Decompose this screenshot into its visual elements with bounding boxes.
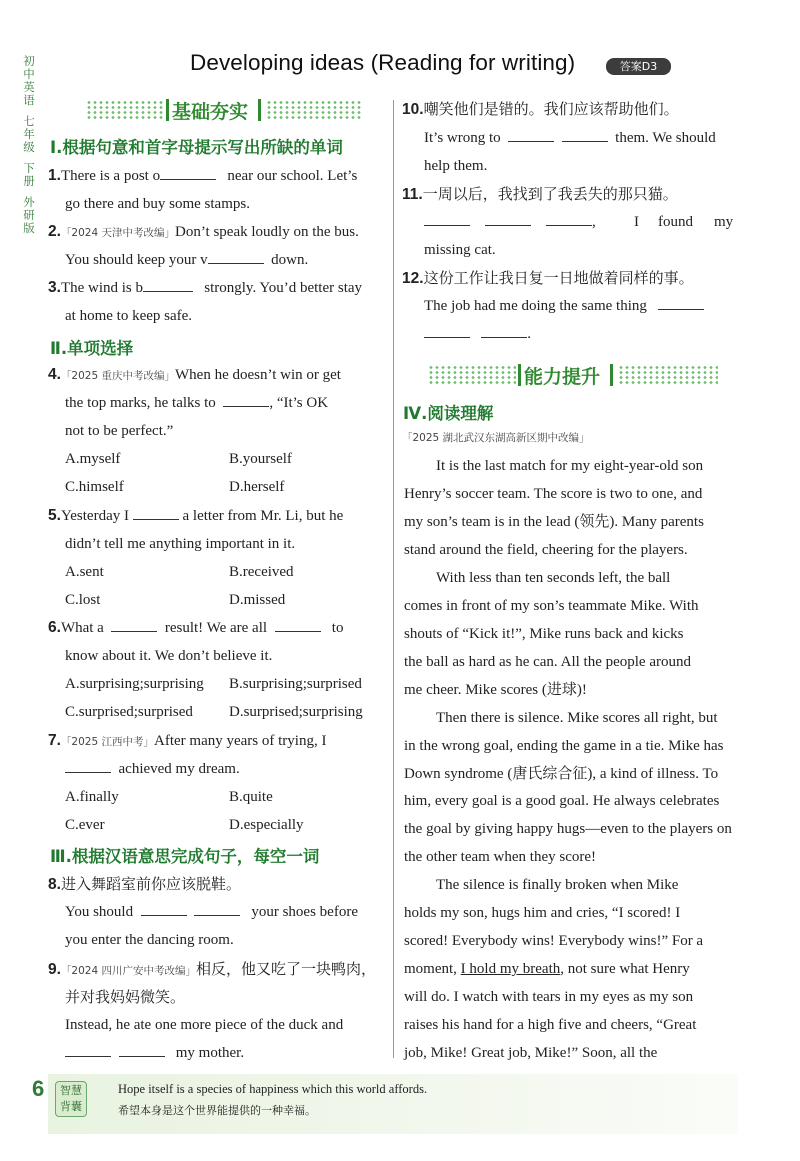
question-12-line-3 [424, 324, 531, 344]
section-heading-3: Ⅲ.根据汉语意思完成句子，每空一词 [50, 847, 320, 866]
question-11 [402, 184, 678, 205]
side-tab-grade: 七年级 [23, 114, 35, 154]
question-source: 「2025 江西中考」 [60, 736, 154, 748]
passage-line: stand around the field, cheering for the players. [404, 542, 688, 558]
passage-text: moment, [404, 961, 457, 977]
question-8-line-2 [65, 902, 358, 922]
question-1 [48, 166, 357, 186]
banner-advanced [404, 362, 738, 388]
option-d[interactable]: D.surprised;surprising [229, 704, 363, 720]
question-5 [48, 506, 343, 526]
question-number: 1. [48, 167, 61, 184]
answer-blank[interactable] [133, 506, 179, 520]
question-9-line-3: Instead, he ate one more piece of the duck and [65, 1017, 344, 1033]
answer-blank[interactable] [275, 618, 321, 632]
question-10-line-3: help them. [424, 158, 488, 174]
side-tab-edition: 外研版 [23, 195, 35, 235]
question-number: 4. [48, 366, 61, 383]
option-b[interactable]: B.yourself [229, 451, 292, 467]
question-text: down. [271, 252, 309, 268]
section-heading-2: Ⅱ.单项选择 [50, 339, 134, 358]
question-text: achieved my dream. [118, 761, 240, 777]
question-text: to [331, 620, 344, 636]
passage-line: the other team when they score! [404, 849, 597, 865]
passage-line: Then there is silence. Mike scores all right, but [436, 710, 718, 726]
question-9-line-2: 并对我妈妈微笑。 [65, 988, 186, 1006]
question-text: my mother. [175, 1045, 245, 1061]
question-chinese: 嘲笑他们是错的。我们应该帮助他们。 [423, 100, 679, 118]
option-a[interactable]: A.myself [65, 451, 121, 467]
option-b[interactable]: B.received [229, 564, 294, 580]
question-text: , [592, 214, 596, 230]
question-7-line-2 [65, 759, 240, 779]
option-a[interactable]: A.sent [65, 564, 104, 580]
passage-line: The silence is finally broken when Mike [436, 877, 679, 893]
banner-title: 基础夯实 [172, 101, 249, 123]
side-tab-subject: 初中英语 [23, 54, 35, 107]
section-heading-1: Ⅰ.根据句意和首字母提示写出所缺的单词 [50, 138, 343, 157]
question-3 [48, 278, 362, 298]
question-number: 3. [48, 279, 61, 296]
question-text: The wind is b [60, 280, 144, 296]
question-4 [48, 365, 341, 386]
question-number: 7. [48, 732, 61, 749]
section-heading-4: Ⅳ.阅读理解 [403, 404, 494, 423]
passage-text: , not sure what Henry [560, 961, 690, 977]
answer-blank[interactable] [485, 212, 531, 226]
question-9-line-4 [65, 1043, 244, 1063]
answer-blank[interactable] [65, 1043, 111, 1057]
passage-line: me cheer. Mike scores (进球)! [404, 682, 587, 698]
question-1-line-2: go there and buy some stamps. [65, 196, 250, 212]
question-text: , “It’s OK [269, 395, 329, 411]
passage-source: 「2025 湖北武汉东湖高新区期中改编」 [402, 432, 590, 444]
option-d[interactable]: D.herself [229, 479, 285, 495]
question-9 [48, 959, 376, 981]
answer-blank[interactable] [141, 902, 187, 916]
question-number: 9. [48, 961, 61, 978]
question-text: found [658, 214, 693, 230]
passage-line: my son’s team is in the lead (领先). Many parents [404, 514, 704, 530]
option-b[interactable]: B.quite [229, 789, 273, 805]
question-text: result! We are all [164, 620, 268, 636]
answer-blank[interactable] [562, 128, 608, 142]
passage-line: shouts of “Kick it!”, Mike runs back and kicks [404, 626, 684, 642]
question-6-line-2: know about it. We don’t believe it. [65, 648, 273, 664]
question-text: What a [60, 620, 104, 636]
answer-blank[interactable] [160, 166, 216, 180]
question-2-line-2 [65, 250, 308, 270]
passage-line: will do. I watch with tears in my eyes as my son [404, 989, 694, 1005]
banner-title: 能力提升 [524, 366, 601, 388]
banner-basic [68, 97, 378, 123]
banner-bar-right [610, 364, 613, 386]
question-text: them. We should [615, 130, 716, 146]
question-number: 2. [48, 223, 61, 240]
option-b[interactable]: B.surprising;surprised [229, 676, 362, 692]
question-text: I [634, 214, 639, 230]
passage-line [404, 959, 690, 979]
option-c[interactable]: C.surprised;surprised [65, 704, 193, 720]
side-tab [18, 55, 40, 243]
passage-line: job, Mike! Great job, Mike!” Soon, all the [404, 1045, 658, 1061]
question-chinese: 相反，他又吃了一块鸭肉， [196, 960, 377, 978]
question-8 [48, 874, 241, 895]
passage-line: comes in front of my son’s teammate Mike. With [404, 598, 699, 614]
answer-blank[interactable] [111, 618, 157, 632]
answer-blank[interactable] [223, 393, 269, 407]
question-text: After many years of trying, I [154, 733, 327, 749]
question-text: strongly. You’d better stay [204, 280, 363, 296]
option-c[interactable]: C.lost [65, 592, 101, 608]
question-11-line-2 [424, 212, 738, 232]
passage-line: in the wrong goal, ending the game in a tie. Mike has [404, 738, 724, 754]
page-title: Developing ideas (Reading for writing) [190, 50, 576, 75]
answer-blank[interactable] [546, 212, 592, 226]
question-text: You should [65, 904, 134, 920]
banner-bar-left [518, 364, 521, 386]
answer-badge: 答案D3 [606, 58, 671, 75]
quote-english: Hope itself is a species of happiness which this world affords. [118, 1082, 428, 1096]
passage-line: the goal by giving happy hugs—even to the players on [404, 821, 732, 837]
answer-blank[interactable] [424, 212, 470, 226]
question-text: There is a post o [60, 168, 161, 184]
question-4-line-3: not to be perfect.” [65, 423, 174, 439]
question-text: Don’t speak loudly on the bus. [175, 224, 359, 240]
passage-line: him, every goal is a good goal. He always celebrates [404, 793, 720, 809]
question-text: You should keep your v [65, 252, 208, 268]
answer-blank[interactable] [481, 324, 527, 338]
passage-line: raises his hand for a high five and cheers, “Great [404, 1017, 697, 1033]
question-3-line-2: at home to keep safe. [65, 308, 193, 324]
passage-line: the ball as hard as he can. All the people around [404, 654, 691, 670]
banner-dots-right [618, 365, 718, 385]
option-a[interactable]: A.finally [65, 789, 119, 805]
question-text: It’s wrong to [424, 130, 501, 146]
wisdom-label-line-2: 背囊 [60, 1100, 82, 1113]
answer-blank[interactable] [508, 128, 554, 142]
question-chinese: 一周以后，我找到了我丢失的那只猫。 [422, 185, 678, 203]
question-text: my [714, 214, 734, 230]
question-text: a letter from Mr. Li, but he [182, 508, 344, 524]
quote-chinese: 希望本身是这个世界能提供的一种幸福。 [118, 1104, 316, 1117]
question-text: When he doesn’t win or get [175, 367, 341, 383]
passage-line: With less than ten seconds left, the ball [436, 570, 671, 586]
answer-blank[interactable] [119, 1043, 165, 1057]
question-11-line-3: missing cat. [424, 242, 496, 258]
question-6 [48, 618, 343, 638]
answer-blank[interactable] [424, 324, 470, 338]
banner-bar-right [258, 99, 261, 121]
banner-dots-left [428, 365, 516, 385]
question-number: 8. [48, 876, 61, 893]
question-chinese: 进入舞蹈室前你应该脱鞋。 [60, 875, 241, 893]
wisdom-label [55, 1081, 87, 1117]
option-d[interactable]: D.especially [229, 817, 304, 833]
passage-line: scored! Everybody wins! Everybody wins!” For a [404, 933, 704, 949]
question-10 [402, 99, 679, 120]
question-number: 6. [48, 619, 61, 636]
answer-blank[interactable] [194, 902, 240, 916]
answer-blank[interactable] [143, 278, 193, 292]
question-text: . [527, 326, 531, 342]
answer-blank[interactable] [65, 759, 111, 773]
question-7 [48, 731, 326, 752]
question-number: 10. [402, 101, 424, 118]
question-source: 「2024 天津中考改编」 [60, 227, 175, 239]
question-text: the top marks, he talks to [65, 395, 216, 411]
question-number: 12. [402, 270, 424, 287]
banner-dots-right [266, 100, 362, 120]
question-5-line-2: didn’t tell me anything important in it. [65, 536, 296, 552]
question-8-line-3: you enter the dancing room. [65, 932, 234, 948]
banner-bar-left [166, 99, 169, 121]
wisdom-label-line-1: 智慧 [60, 1084, 82, 1097]
question-4-line-2 [65, 393, 328, 413]
answer-blank[interactable] [208, 250, 264, 264]
question-text: The job had me doing the same thing [424, 298, 647, 314]
question-2 [48, 222, 359, 243]
passage-line: Down syndrome (唐氏综合征), a kind of illness. To [404, 766, 719, 782]
passage-line: Henry’s soccer team. The score is two to one, and [404, 486, 703, 502]
question-number: 5. [48, 507, 61, 524]
answer-blank[interactable] [658, 296, 704, 310]
question-source: 「2025 重庆中考改编」 [60, 370, 175, 382]
question-12-line-2 [424, 296, 704, 316]
option-c[interactable]: C.ever [65, 817, 105, 833]
passage-line: It is the last match for my eight-year-old son [436, 458, 704, 474]
question-source: 「2024 四川广安中考改编」 [60, 965, 196, 977]
underlined-phrase: I hold my breath [460, 961, 561, 977]
question-text: your shoes before [251, 904, 358, 920]
option-d[interactable]: D.missed [229, 592, 286, 608]
option-a[interactable]: A.surprising;surprising [65, 676, 204, 692]
question-number: 11. [402, 186, 423, 203]
option-c[interactable]: C.himself [65, 479, 124, 495]
passage-line: holds my son, hugs him and cries, “I scored! I [404, 905, 681, 921]
side-tab-volume: 下册 [23, 161, 35, 188]
question-12 [402, 268, 694, 289]
banner-dots-left [86, 100, 164, 120]
question-chinese: 这份工作让我日复一日地做着同样的事。 [423, 269, 694, 287]
column-divider [393, 100, 394, 1058]
question-text: near our school. Let’s [227, 168, 358, 184]
question-10-line-2 [424, 128, 716, 148]
page-number: 6 [32, 1076, 45, 1101]
question-text: Yesterday I [60, 508, 129, 524]
